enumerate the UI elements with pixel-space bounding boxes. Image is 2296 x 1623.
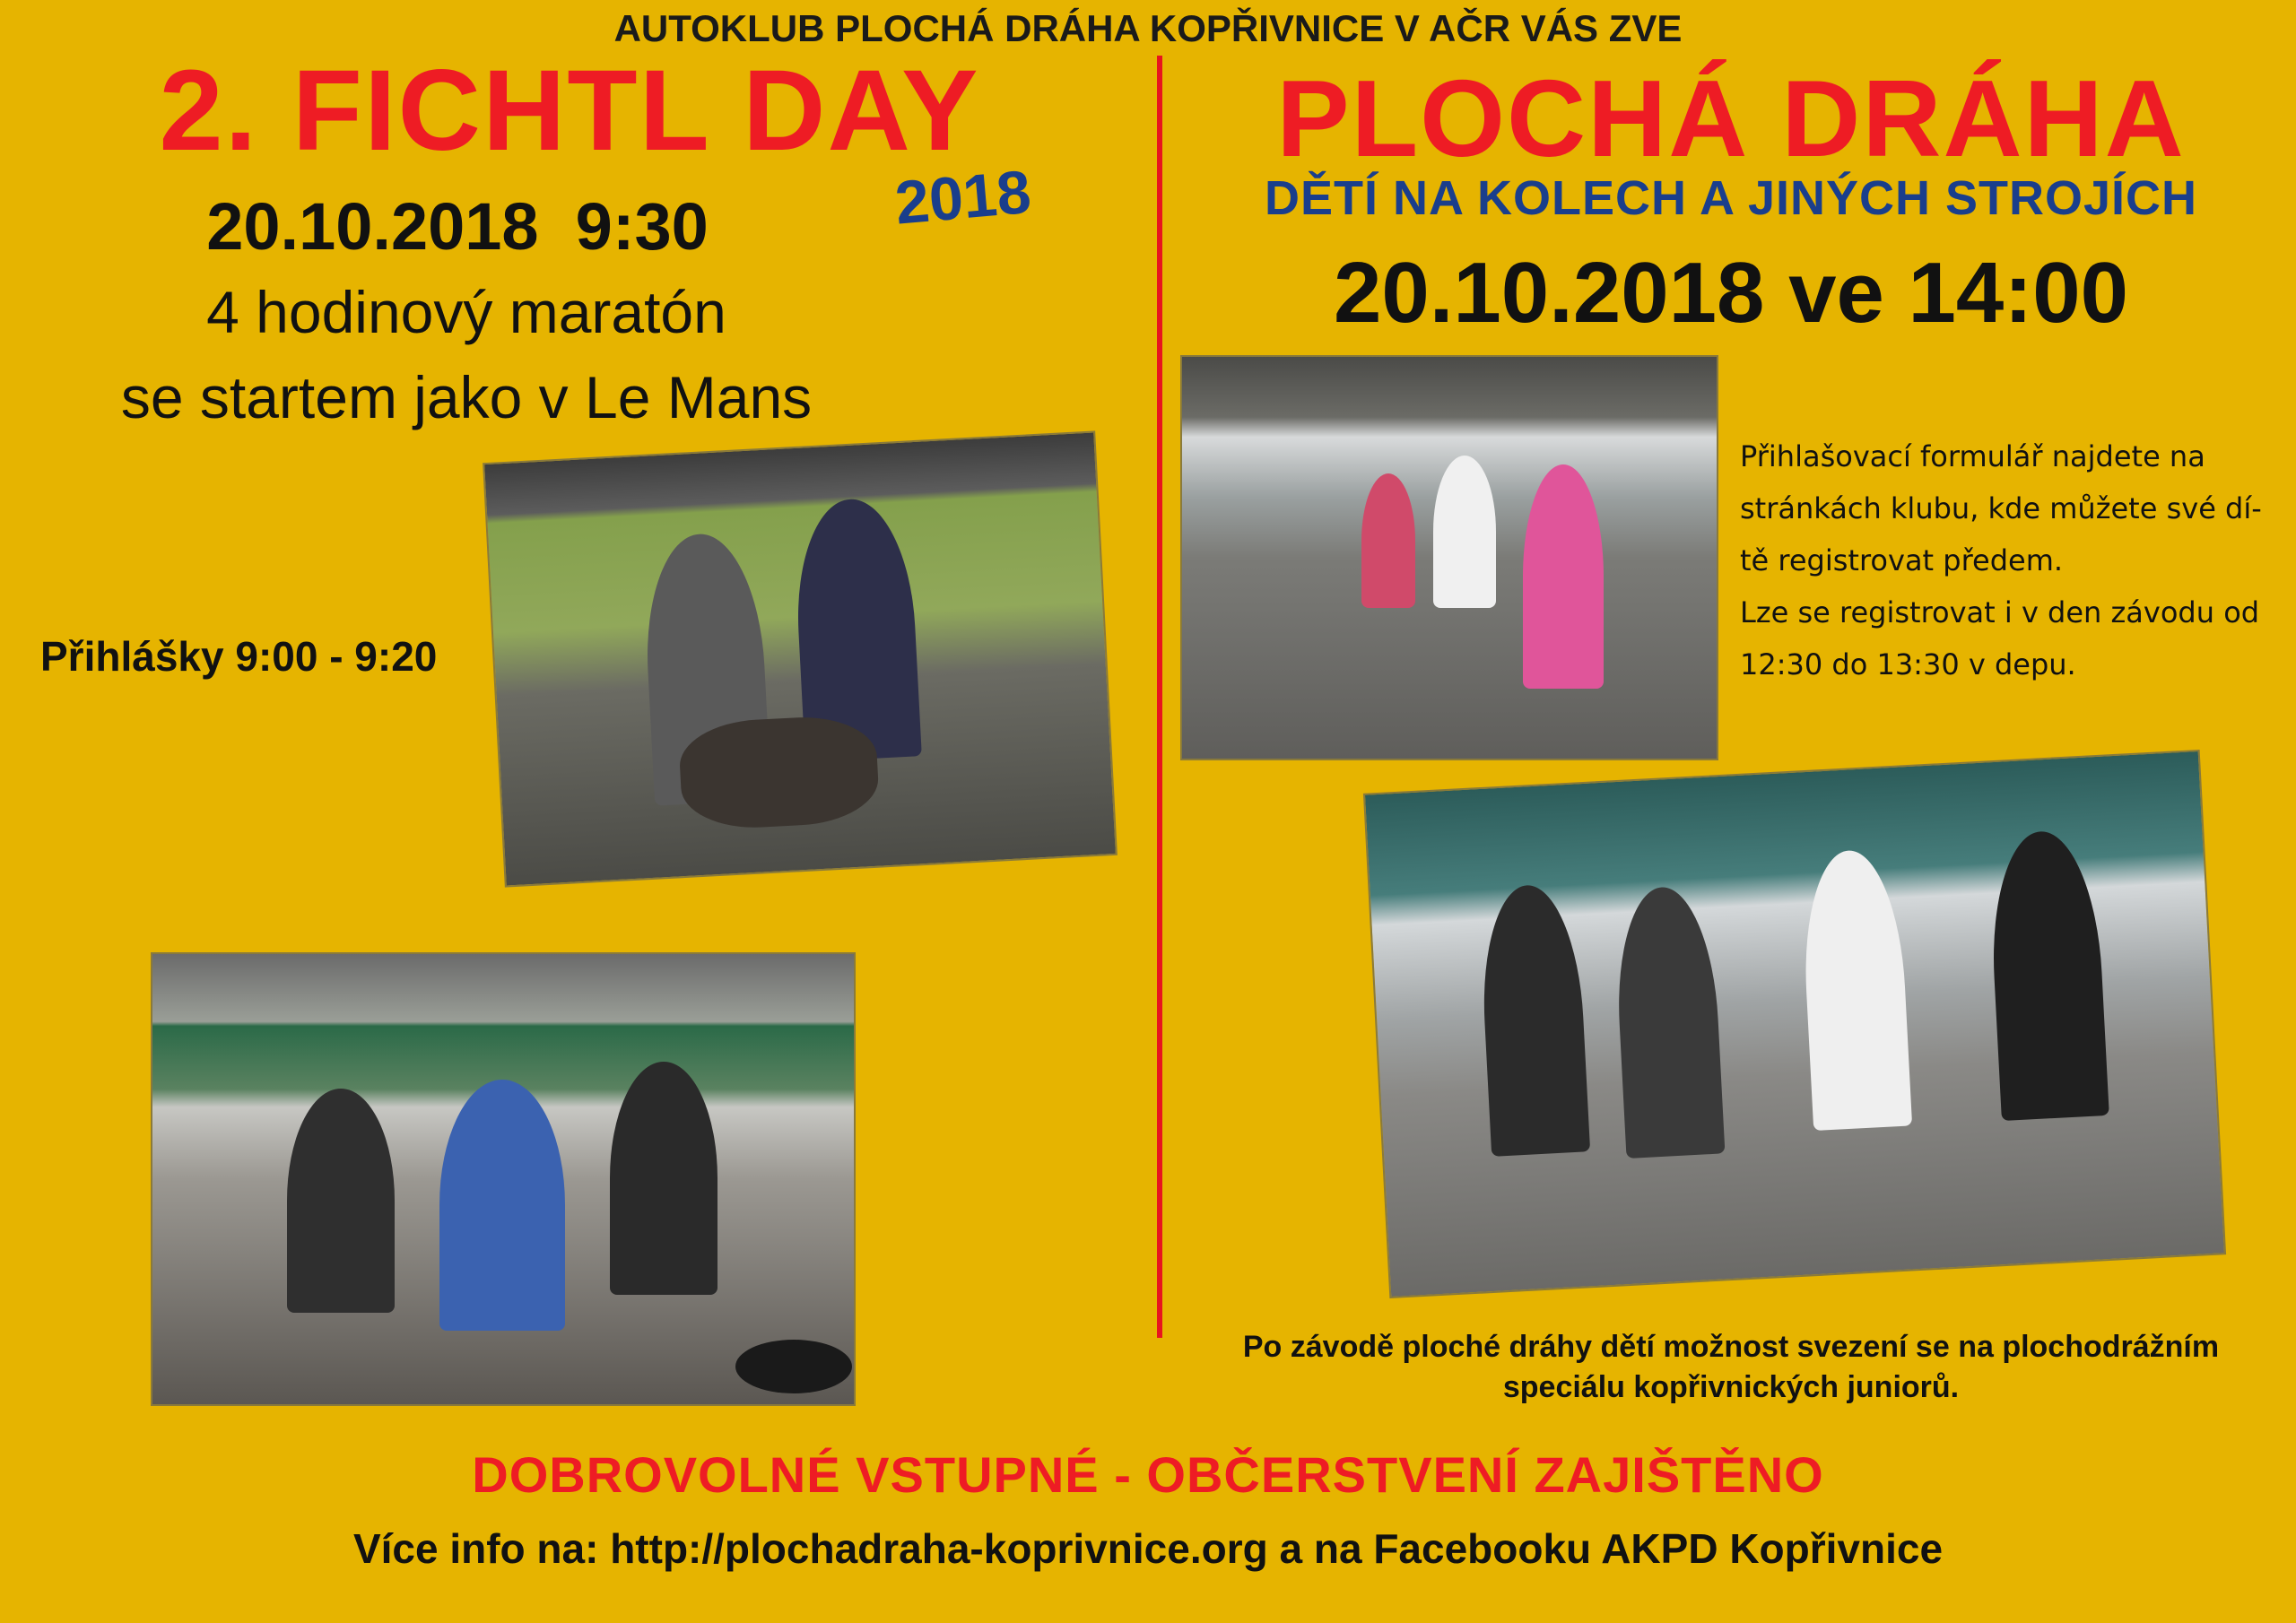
info-line: Lze se registrovat i v den závodu od <box>1740 595 2260 629</box>
year-label: 2018 <box>892 157 1034 238</box>
registration-times: Přihlášky 9:00 - 9:20 <box>40 633 438 680</box>
kids-bikes-photo <box>1180 355 1718 760</box>
info-line: stránkách klubu, kde můžete své dí- <box>1740 491 2262 525</box>
info-line: 12:30 do 13:30 v depu. <box>1740 647 2076 681</box>
center-divider <box>1157 56 1162 1338</box>
more-info-line: Více info na: http://plochadraha-koprivnice.org a na Facebooku AKPD Kopřivnice <box>352 1525 1944 1572</box>
after-race-note: Po závodě ploché dráhy dětí možnost svezení se na plochodrážním <box>1242 1330 2220 1364</box>
marathon-start-description: se startem jako v Le Mans <box>120 364 813 430</box>
entry-fee-banner: DOBROVOLNÉ VSTUPNÉ - OBČERSTVENÍ ZAJIŠTĚNO <box>472 1446 1824 1503</box>
info-line: Přihlašovací formulář najdete na <box>1740 439 2205 473</box>
speedway-datetime: 20.10.2018 ve 14:00 <box>1333 245 2129 341</box>
fichtl-datetime: 20.10.2018 9:30 <box>206 189 709 264</box>
moped-riders-photo <box>151 952 856 1406</box>
fichtl-day-title: 2. FICHTL DAY <box>159 47 980 175</box>
speedway-title: PLOCHÁ DRÁHA <box>1276 57 2186 179</box>
after-race-note-2: speciálu kopřivnických juniorů. <box>1502 1370 1960 1404</box>
info-line: tě registrovat předem. <box>1740 543 2064 577</box>
registration-info <box>1740 430 2269 690</box>
speedway-subtitle: DĚTÍ NA KOLECH A JINÝCH STROJÍCH <box>1264 171 2198 225</box>
kids-race-start-photo <box>1363 750 2226 1298</box>
moped-race-photo <box>483 430 1118 887</box>
marathon-description: 4 hodinový maratón <box>206 279 726 345</box>
organizer-header: AUTOKLUB PLOCHÁ DRÁHA KOPŘIVNICE V AČR VÁS ZVE <box>613 7 1683 49</box>
